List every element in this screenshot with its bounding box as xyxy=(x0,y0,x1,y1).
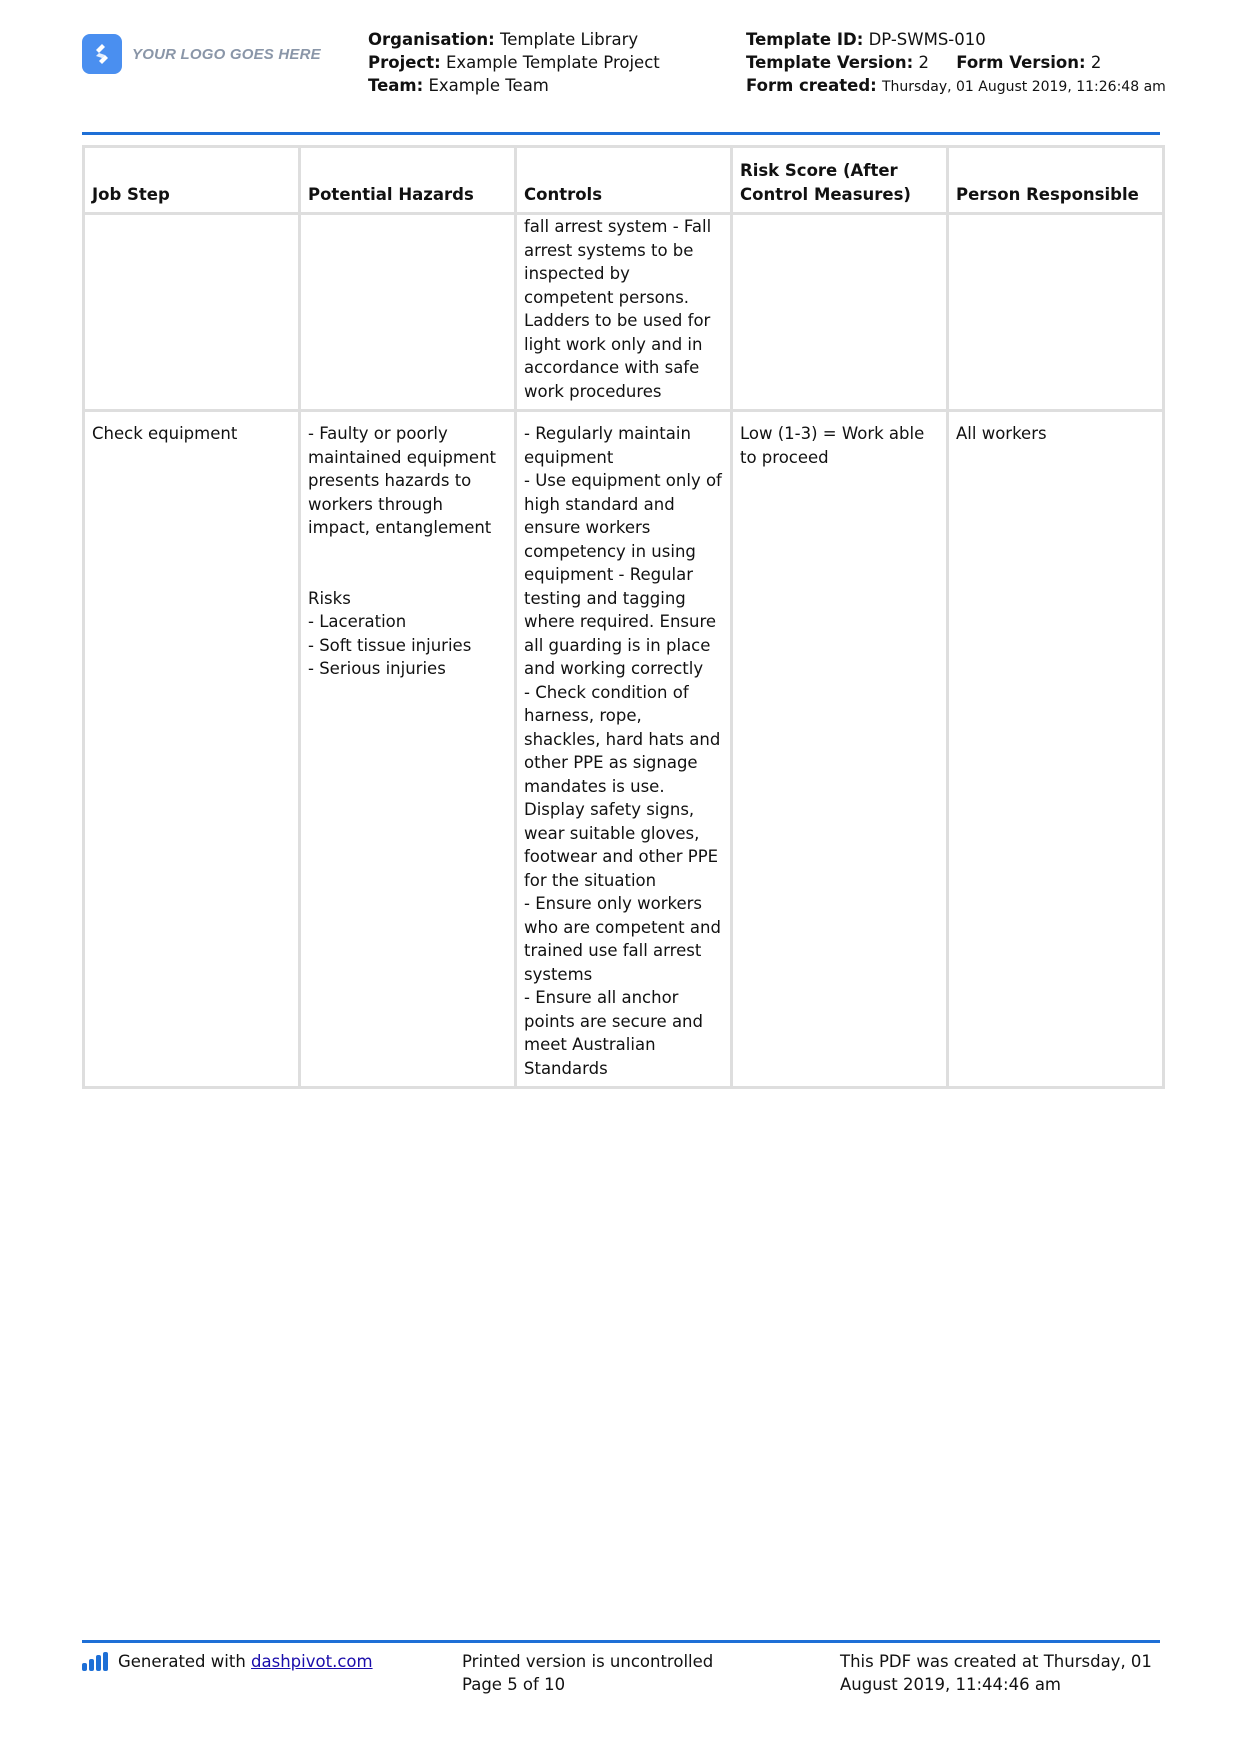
team-value: Example Team xyxy=(428,76,549,95)
col-header-person-responsible: Person Responsible xyxy=(948,147,1164,214)
controls-cell: - Regularly maintain equipment - Use equipment only of high standard and ensure workers competency in using equipment - Regular testing and tagging where required. Ensure all guarding is in place and working correctly - Check condition of harness, rope, shackles, hard hats and other PPE as signage mandates is use. Display safety signs, wear suitable gloves, footwear and other PPE for the situation - Ensure only workers who are competent and trained use fall arrest systems - Ensure all anchor points are secure and meet Australian Standards xyxy=(516,411,732,1088)
template-version-label: Template Version: xyxy=(746,53,914,72)
form-created-label: Form created: xyxy=(746,76,877,95)
person-responsible-cell xyxy=(948,214,1164,411)
form-version-label: Form Version: xyxy=(956,53,1086,72)
header-meta-left xyxy=(368,28,660,97)
logo-mark-icon xyxy=(82,34,122,74)
person-responsible-cell: All workers xyxy=(948,411,1164,1088)
risk-score-cell xyxy=(732,214,948,411)
job-step-cell xyxy=(84,214,300,411)
generated-with xyxy=(82,1650,373,1673)
pdf-created-at: This PDF was created at Thursday, 01 August 2019, 11:44:46 am xyxy=(840,1652,1152,1694)
table-row xyxy=(84,214,1164,411)
company-logo xyxy=(82,34,321,74)
table-row xyxy=(84,411,1164,1088)
table-header-row xyxy=(84,147,1164,214)
col-header-job-step: Job Step xyxy=(84,147,300,214)
hazards-cell: - Faulty or poorly maintained equipment presents hazards to workers through impact, entanglement Risks - Laceration - Soft tissue injuries - Serious injuries xyxy=(300,411,516,1088)
header-divider xyxy=(82,132,1160,135)
controls-cell: fall arrest system - Fall arrest systems to be inspected by competent persons. Ladders to be used for light work only and in accordance with safe work procedures xyxy=(516,214,732,411)
organisation-value: Template Library xyxy=(499,30,639,49)
project-value: Example Template Project xyxy=(445,53,660,72)
version-line xyxy=(746,51,1166,74)
job-step-cell: Check equipment xyxy=(84,411,300,1088)
risk-score-cell: Low (1-3) = Work able to proceed xyxy=(732,411,948,1088)
dashpivot-bars-icon xyxy=(82,1653,110,1671)
dashpivot-link[interactable]: dashpivot.com xyxy=(251,1652,373,1671)
generated-prefix: Generated with xyxy=(118,1652,246,1671)
footer-center xyxy=(462,1650,713,1696)
header-meta-right xyxy=(746,28,1166,99)
template-id-label: Template ID: xyxy=(746,30,864,49)
team-line xyxy=(368,74,660,97)
template-version-value: 2 xyxy=(918,53,929,72)
form-version-value: 2 xyxy=(1090,53,1102,72)
hazards-cell xyxy=(300,214,516,411)
template-id-line xyxy=(746,28,1166,51)
page-header xyxy=(82,28,1166,128)
swms-table xyxy=(82,145,1165,1089)
form-created-value: Thursday, 01 August 2019, 11:26:48 am xyxy=(882,79,1166,95)
organisation-line xyxy=(368,28,660,51)
template-id-value: DP-SWMS-010 xyxy=(868,30,986,49)
form-created-line xyxy=(746,74,1166,99)
page-number: Page 5 of 10 xyxy=(462,1675,566,1694)
col-header-risk-score: Risk Score (After Control Measures) xyxy=(732,147,948,214)
logo-text: YOUR LOGO GOES HERE xyxy=(132,45,321,63)
organisation-label: Organisation: xyxy=(368,30,495,49)
project-line xyxy=(368,51,660,74)
uncontrolled-notice: Printed version is uncontrolled xyxy=(462,1652,714,1671)
footer-divider xyxy=(82,1640,1160,1643)
col-header-controls: Controls xyxy=(516,147,732,214)
team-label: Team: xyxy=(368,76,424,95)
project-label: Project: xyxy=(368,53,441,72)
col-header-potential-hazards: Potential Hazards xyxy=(300,147,516,214)
